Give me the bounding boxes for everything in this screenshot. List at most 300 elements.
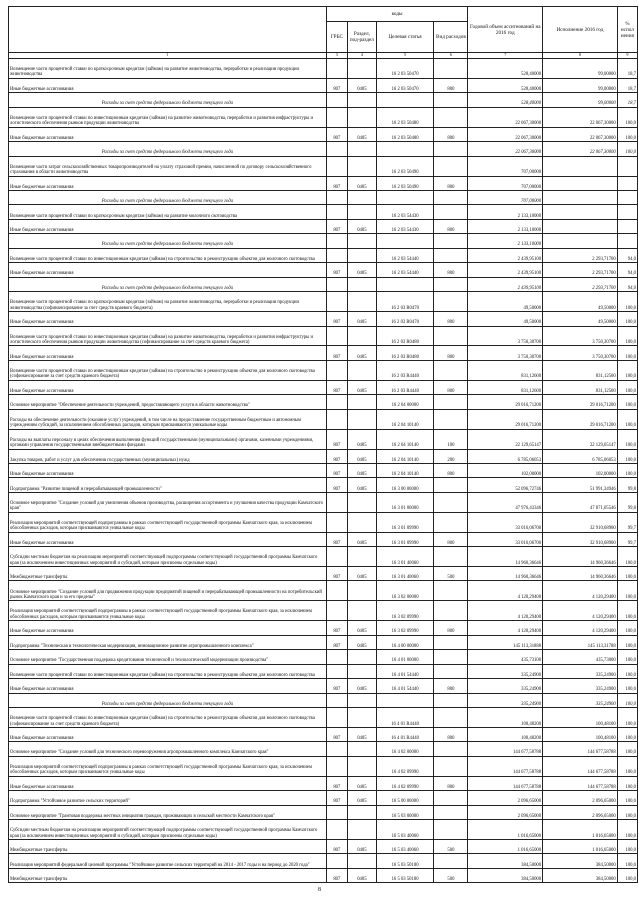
row-percent-cell: 100,0 [617,380,637,394]
table-row [9,868,638,882]
row-section-cell [348,547,377,567]
row-name-cell: Реализация мероприятий соответствующей подпрограммы в рамках соответствующей государственной программы Камчатского края, за исключением обособленных расходов, которым присваиваются уникальные коды [9,756,327,776]
row-expense-type-cell [434,820,468,840]
row-section-cell: 0405 [348,776,377,790]
row-name-cell: Основное мероприятие "Создание условий для технического перевооружения агропромышленного комплекса Камчатского края" [9,742,327,756]
row-execution-cell: 144 677,58788 [543,776,618,790]
row-expense-type-cell: 800 [434,380,468,394]
row-section-cell [348,805,377,819]
row-expense-type-cell [434,234,468,248]
row-target-article-cell: 16 2 03 50490 [376,156,434,176]
row-expense-type-cell [434,93,468,107]
row-annual-volume-cell: 22 129,65147 [468,429,543,449]
row-name-cell: Подпрограмма "Развитие пищевой и перерабатывающей промышленности" [9,478,327,492]
row-execution-cell: 32 910,68900 [543,532,618,546]
row-grbs-cell [326,190,347,204]
row-annual-volume-cell: 6 785,06053 [468,449,543,463]
row-percent-cell: 18,7 [617,59,637,79]
row-name-cell: Подпрограмма "Устойчивое развитие сельских территорий" [9,791,327,805]
row-execution-cell: 49,50000 [543,312,618,326]
table-row [9,532,638,546]
table-header [9,7,638,59]
row-section-cell: 0405 [348,532,377,546]
row-name-cell: Возмещение части процентной ставки по инвестиционным кредитам (займам) на строительство и реконструкцию объектов для молочного скотоводства (софинансирование за счет средств краевого бюджета) [9,708,327,728]
row-percent-cell [617,156,637,176]
row-execution-cell: 99,00000 [543,93,618,107]
row-name-cell: Закупка товаров, работ и услуг для обеспечения государственных (муниципальных) нужд [9,449,327,463]
row-grbs-cell [326,650,347,664]
table-row-federal-budget [9,93,638,107]
row-percent-cell: 94,0 [617,248,637,262]
row-target-article-cell: 16 4 02 09990 [376,776,434,790]
row-execution-cell: 335,24900 [543,679,618,693]
row-annual-volume-cell: 2 133,10000 [468,219,543,233]
table-row [9,840,638,854]
row-expense-type-cell [434,478,468,492]
row-section-cell [348,395,377,409]
row-section-cell [348,693,377,707]
header-target-article: Целевая статья [376,22,434,53]
row-percent-cell: 99,7 [617,532,637,546]
row-name-cell: Основное мероприятие "Государственная поддержка кредитования технической и технологической модернизации производства" [9,650,327,664]
table-row [9,512,638,532]
row-annual-volume-cell: 100,48200 [468,727,543,741]
row-execution-cell: 335,24900 [543,693,618,707]
row-expense-type-cell: 800 [434,312,468,326]
row-grbs-cell: 807 [326,567,347,581]
row-target-article-cell: 16 2 03 54430 [376,205,434,219]
table-row [9,581,638,601]
row-expense-type-cell: 500 [434,840,468,854]
row-grbs-cell [326,601,347,621]
row-expense-type-cell [434,650,468,664]
row-name-cell: Расходы за счет средств федерального бюджета текущего года [9,190,327,204]
row-section-cell [348,512,377,532]
row-name-cell: Иные бюджетные ассигнования [9,621,327,635]
row-execution-cell: 4 120,29400 [543,601,618,621]
row-name-cell: Возмещение части процентной ставки по краткосрочным кредитам (займам) на развитие животноводства, переработки и реализации продукции животноводства (софинансирование за счет средств краевого бюджета) [9,292,327,312]
row-percent-cell: 100,0 [617,463,637,477]
row-target-article-cell [376,190,434,204]
row-target-article-cell: 16 4 01 54440 [376,664,434,678]
row-section-cell: 0405 [348,263,377,277]
row-execution-cell: 144 677,58788 [543,742,618,756]
row-name-cell: Иные бюджетные ассигнования [9,127,327,141]
row-expense-type-cell [434,326,468,346]
row-percent-cell: 100,0 [617,708,637,728]
row-grbs-cell [326,360,347,380]
row-section-cell [348,664,377,678]
row-percent-cell: 100,0 [617,326,637,346]
row-section-cell [348,248,377,262]
row-expense-type-cell: 800 [434,727,468,741]
table-row [9,756,638,776]
row-grbs-cell [326,142,347,156]
row-execution-cell: 32 910,68900 [543,512,618,532]
row-percent-cell: 100,0 [617,650,637,664]
row-name-cell: Возмещение части процентной ставки по инвестиционным кредитам (займам) на развитие животноводства, переработки и развития инфраструктуры и логистического обеспечения рынков продукции животноводства (софинансирование за счет средств краевого бюджета) [9,326,327,346]
row-execution-cell: 102,00000 [543,463,618,477]
row-grbs-cell [326,756,347,776]
row-target-article-cell: 16 2 03 R0480 [376,326,434,346]
row-execution-cell: 100,48100 [543,708,618,728]
row-expense-type-cell [434,360,468,380]
row-name-cell: Иные бюджетные ассигнования [9,312,327,326]
row-annual-volume-cell: 100,48200 [468,708,543,728]
row-annual-volume-cell: 528,40000 [468,59,543,79]
row-execution-cell: 49,50000 [543,292,618,312]
row-expense-type-cell [434,190,468,204]
table-row [9,360,638,380]
row-annual-volume-cell: 2 439,95100 [468,248,543,262]
table-row-federal-budget [9,142,638,156]
row-name-cell: Возмещение части процентной ставки по краткосрочным кредитам (займам) на развитие молочного скотоводства [9,205,327,219]
row-section-cell [348,234,377,248]
row-name-cell: Возмещение части процентной ставки по инвестиционным кредитам (займам) на развитие животноводства, переработки и развития инфраструктуры и логистического обеспечения рынков продукции животноводства [9,107,327,127]
row-annual-volume-cell: 29 016,71200 [468,409,543,429]
row-percent-cell: 100,0 [617,292,637,312]
row-name-cell: Субсидии местным бюджетам на реализацию мероприятий соответствующей подпрограммы соответствующей государственной программы Камчатского края (за исключением инвестиционных мероприятий и субсидий, которым присвоены отдельные коды) [9,547,327,567]
row-target-article-cell: 16 3 02 09990 [376,601,434,621]
row-target-article-cell: 16 2 03 R0470 [376,312,434,326]
row-expense-type-cell [434,756,468,776]
row-target-article-cell: 16 5 03 40060 [376,820,434,840]
row-percent-cell: 99,8 [617,478,637,492]
row-expense-type-cell [434,205,468,219]
row-section-cell: 0405 [348,679,377,693]
row-target-article-cell: 16 3 01 09990 [376,532,434,546]
row-percent-cell: 99,7 [617,512,637,532]
row-grbs-cell [326,59,347,79]
row-section-cell: 0405 [348,346,377,360]
row-target-article-cell: 16 2 03 R0480 [376,346,434,360]
row-section-cell: 0405 [348,127,377,141]
row-percent-cell: 100,0 [617,142,637,156]
row-annual-volume-cell: 528,40000 [468,93,543,107]
row-section-cell [348,708,377,728]
row-grbs-cell [326,292,347,312]
col-number: 1 [9,53,327,59]
row-name-cell: Реализация мероприятий федеральной целевой программы "Устойчивое развитие сельских территорий на 2014 - 2017 годы и на период до 2020 года" [9,854,327,868]
row-execution-cell: 99,00000 [543,78,618,92]
row-target-article-cell: 16 5 03 50180 [376,868,434,882]
row-name-cell: Расходы за счет средств федерального бюджета текущего года [9,142,327,156]
row-grbs-cell: 807 [326,727,347,741]
row-expense-type-cell: 500 [434,868,468,882]
table-row-federal-budget [9,234,638,248]
row-annual-volume-cell: 145 113,31888 [468,635,543,649]
table-row [9,429,638,449]
row-grbs-cell: 807 [326,635,347,649]
row-percent-cell: 18,7 [617,78,637,92]
table-row [9,326,638,346]
table-row [9,742,638,756]
row-section-cell: 0405 [348,449,377,463]
row-percent-cell: 100,0 [617,756,637,776]
row-expense-type-cell [434,292,468,312]
table-row [9,263,638,277]
row-name-cell: Возмещение части процентной ставки по инвестиционным кредитам (займам) на строительство и реконструкцию объектов для молочного скотоводства [9,248,327,262]
row-annual-volume-cell: 22 067,30000 [468,107,543,127]
row-expense-type-cell [434,277,468,291]
row-annual-volume-cell: 831,12600 [468,360,543,380]
row-annual-volume-cell: 1 016,65000 [468,840,543,854]
row-target-article-cell: 16 3 01 40060 [376,567,434,581]
row-annual-volume-cell: 2 096,65000 [468,805,543,819]
row-expense-type-cell [434,791,468,805]
row-target-article-cell: 16 4 01 00000 [376,650,434,664]
col-number: 9 [617,53,637,59]
row-percent-cell: 94,0 [617,263,637,277]
row-target-article-cell: 16 2 04 10140 [376,463,434,477]
row-annual-volume-cell: 14 960,36646 [468,567,543,581]
row-annual-volume-cell: 144 677,58788 [468,776,543,790]
row-target-article-cell: 16 5 03 50180 [376,854,434,868]
row-section-cell: 0405 [348,727,377,741]
row-execution-cell: 29 016,71200 [543,395,618,409]
row-annual-volume-cell: 435,73100 [468,650,543,664]
row-execution-cell: 4 120,29400 [543,621,618,635]
row-execution-cell: 29 016,71200 [543,409,618,429]
row-section-cell [348,409,377,429]
row-percent-cell: 100,0 [617,635,637,649]
row-percent-cell: 100,0 [617,601,637,621]
row-grbs-cell: 807 [326,679,347,693]
row-name-cell: Возмещение части процентной ставки по инвестиционным кредитам (займам) на строительство и реконструкцию объектов для молочного скотоводства [9,664,327,678]
row-execution-cell: 22 067,30000 [543,142,618,156]
row-grbs-cell: 807 [326,219,347,233]
row-percent-cell [617,176,637,190]
row-percent-cell: 100,0 [617,727,637,741]
row-target-article-cell: 16 2 03 50480 [376,127,434,141]
row-execution-cell [543,176,618,190]
row-grbs-cell [326,693,347,707]
row-section-cell [348,650,377,664]
row-section-cell: 0405 [348,621,377,635]
table-row [9,492,638,512]
row-expense-type-cell: 500 [434,567,468,581]
row-execution-cell: 14 960,36646 [543,567,618,581]
row-expense-type-cell [434,547,468,567]
row-target-article-cell: 16 3 00 00000 [376,478,434,492]
row-grbs-cell: 807 [326,463,347,477]
row-target-article-cell: 16 4 01 54440 [376,679,434,693]
row-grbs-cell [326,234,347,248]
table-row [9,708,638,728]
row-section-cell [348,277,377,291]
row-name-cell: Реализация мероприятий соответствующей подпрограммы в рамках соответствующей государственной программы Камчатского края, за исключением обособленных расходов, которым присваиваются уникальные коды [9,601,327,621]
row-percent-cell: 100,0 [617,409,637,429]
table-row [9,635,638,649]
row-execution-cell: 144 677,58788 [543,756,618,776]
row-grbs-cell [326,805,347,819]
row-expense-type-cell: 800 [434,346,468,360]
row-name-cell: Иные бюджетные ассигнования [9,727,327,741]
table-row [9,395,638,409]
row-expense-type-cell [434,601,468,621]
row-percent-cell: 100,0 [617,742,637,756]
row-section-cell: 0405 [348,380,377,394]
row-percent-cell: 100,0 [617,868,637,882]
row-expense-type-cell [434,492,468,512]
table-row [9,547,638,567]
row-name-cell: Расходы на выплаты персоналу в целях обеспечения выполнения функций государственными (муниципальными) органами, казенными учреждениями, органами управления государственными внебюджетными фондами [9,429,327,449]
row-execution-cell: 435,73000 [543,650,618,664]
row-grbs-cell: 807 [326,449,347,463]
col-number: 3 [326,53,347,59]
row-target-article-cell [376,234,434,248]
row-execution-cell: 2 293,71700 [543,277,618,291]
row-grbs-cell: 807 [326,532,347,546]
row-target-article-cell: 16 2 03 50490 [376,176,434,190]
row-target-article-cell: 16 3 02 09990 [376,621,434,635]
table-row [9,292,638,312]
table-row [9,854,638,868]
row-execution-cell: 99,00000 [543,59,618,79]
row-grbs-cell: 807 [326,868,347,882]
row-target-article-cell: 16 5 03 40060 [376,840,434,854]
row-annual-volume-cell: 4 120,29400 [468,621,543,635]
row-name-cell: Субсидии местным бюджетам на реализацию мероприятий соответствующей подпрограммы соответствующей государственной программы Камчатского края (за исключением инвестиционных мероприятий и субсидий, которым присвоены отдельные коды) [9,820,327,840]
row-execution-cell: 22 129,65147 [543,429,618,449]
row-expense-type-cell [434,664,468,678]
row-execution-cell: 47 871,05546 [543,492,618,512]
row-execution-cell: 14 960,36646 [543,547,618,567]
table-row [9,621,638,635]
row-expense-type-cell: 800 [434,463,468,477]
row-section-cell [348,742,377,756]
row-percent-cell: 100,0 [617,395,637,409]
row-grbs-cell [326,742,347,756]
table-row [9,679,638,693]
row-section-cell: 0405 [348,312,377,326]
row-percent-cell: 100,0 [617,312,637,326]
row-percent-cell: 100,0 [617,449,637,463]
table-row [9,107,638,127]
row-annual-volume-cell: 707,00000 [468,190,543,204]
row-name-cell: Иные бюджетные ассигнования [9,532,327,546]
row-grbs-cell [326,492,347,512]
row-section-cell: 0405 [348,567,377,581]
row-expense-type-cell [434,512,468,532]
row-expense-type-cell: 800 [434,127,468,141]
row-name-cell: Иные бюджетные ассигнования [9,463,327,477]
row-section-cell: 0405 [348,791,377,805]
row-percent-cell [617,190,637,204]
header-execution: Исполнение 2016 год [543,7,618,53]
row-grbs-cell [326,664,347,678]
header-name-cell [9,7,327,53]
row-annual-volume-cell: 335,24900 [468,664,543,678]
row-target-article-cell [376,142,434,156]
row-expense-type-cell [434,142,468,156]
col-number: 5 [376,53,434,59]
row-section-cell [348,820,377,840]
row-target-article-cell: 16 4 01 R4440 [376,708,434,728]
row-section-cell: 0405 [348,840,377,854]
budget-table-sheet [8,6,638,883]
row-percent-cell: 100,0 [617,679,637,693]
row-percent-cell: 100,0 [617,429,637,449]
row-grbs-cell: 807 [326,478,347,492]
row-expense-type-cell: 800 [434,679,468,693]
row-target-article-cell: 16 2 03 50480 [376,107,434,127]
row-name-cell: Иные бюджетные ассигнования [9,776,327,790]
row-annual-volume-cell: 707,00000 [468,156,543,176]
row-target-article-cell: 16 2 03 54440 [376,248,434,262]
row-execution-cell [543,234,618,248]
row-expense-type-cell: 800 [434,532,468,546]
table-row [9,59,638,79]
row-name-cell: Основное мероприятие "Создание условий для продвижения продукции предприятий пищевой и перерабатывающей промышленности на потребительский рынок Камчатского края и за его пределы" [9,581,327,601]
row-expense-type-cell [434,693,468,707]
row-annual-volume-cell: 22 067,30000 [468,142,543,156]
row-grbs-cell [326,93,347,107]
row-target-article-cell: 16 2 04 10140 [376,409,434,429]
table-row [9,248,638,262]
table-row-federal-budget [9,277,638,291]
row-annual-volume-cell: 47 976,43346 [468,492,543,512]
table-row [9,380,638,394]
row-target-article-cell: 16 2 03 50470 [376,78,434,92]
row-grbs-cell [326,820,347,840]
row-grbs-cell: 807 [326,791,347,805]
row-execution-cell: 335,24900 [543,664,618,678]
row-section-cell [348,292,377,312]
row-grbs-cell [326,277,347,291]
row-grbs-cell [326,512,347,532]
table-row [9,156,638,176]
col-number: 4 [348,53,377,59]
row-expense-type-cell: 800 [434,78,468,92]
row-name-cell: Иные бюджетные ассигнования [9,176,327,190]
row-grbs-cell [326,205,347,219]
row-name-cell: Иные бюджетные ассигнования [9,263,327,277]
row-target-article-cell [376,693,434,707]
row-execution-cell: 3 750,30700 [543,346,618,360]
row-section-cell [348,142,377,156]
row-section-cell [348,205,377,219]
row-name-cell: Расходы за счет средств федерального бюджета текущего года [9,693,327,707]
table-row [9,791,638,805]
row-annual-volume-cell: 33 016,06700 [468,532,543,546]
row-grbs-cell [326,395,347,409]
row-section-cell: 0405 [348,429,377,449]
row-execution-cell: 22 067,30000 [543,127,618,141]
row-annual-volume-cell: 4 120,29400 [468,581,543,601]
table-row [9,664,638,678]
row-target-article-cell [376,93,434,107]
row-percent-cell: 100,0 [617,820,637,840]
row-target-article-cell: 16 2 03 R4440 [376,380,434,394]
header-expense-type: Вид расходов [434,22,468,53]
row-execution-cell [543,219,618,233]
row-grbs-cell: 807 [326,429,347,449]
row-grbs-cell: 807 [326,78,347,92]
row-annual-volume-cell: 2 133,10000 [468,205,543,219]
table-row [9,820,638,840]
row-expense-type-cell [434,635,468,649]
row-grbs-cell [326,547,347,567]
row-section-cell [348,156,377,176]
table-row [9,219,638,233]
row-annual-volume-cell: 49,50000 [468,292,543,312]
row-grbs-cell [326,708,347,728]
row-target-article-cell [376,277,434,291]
row-annual-volume-cell: 2 439,95100 [468,277,543,291]
row-percent-cell: 94,0 [617,277,637,291]
row-target-article-cell: 16 2 03 54430 [376,219,434,233]
